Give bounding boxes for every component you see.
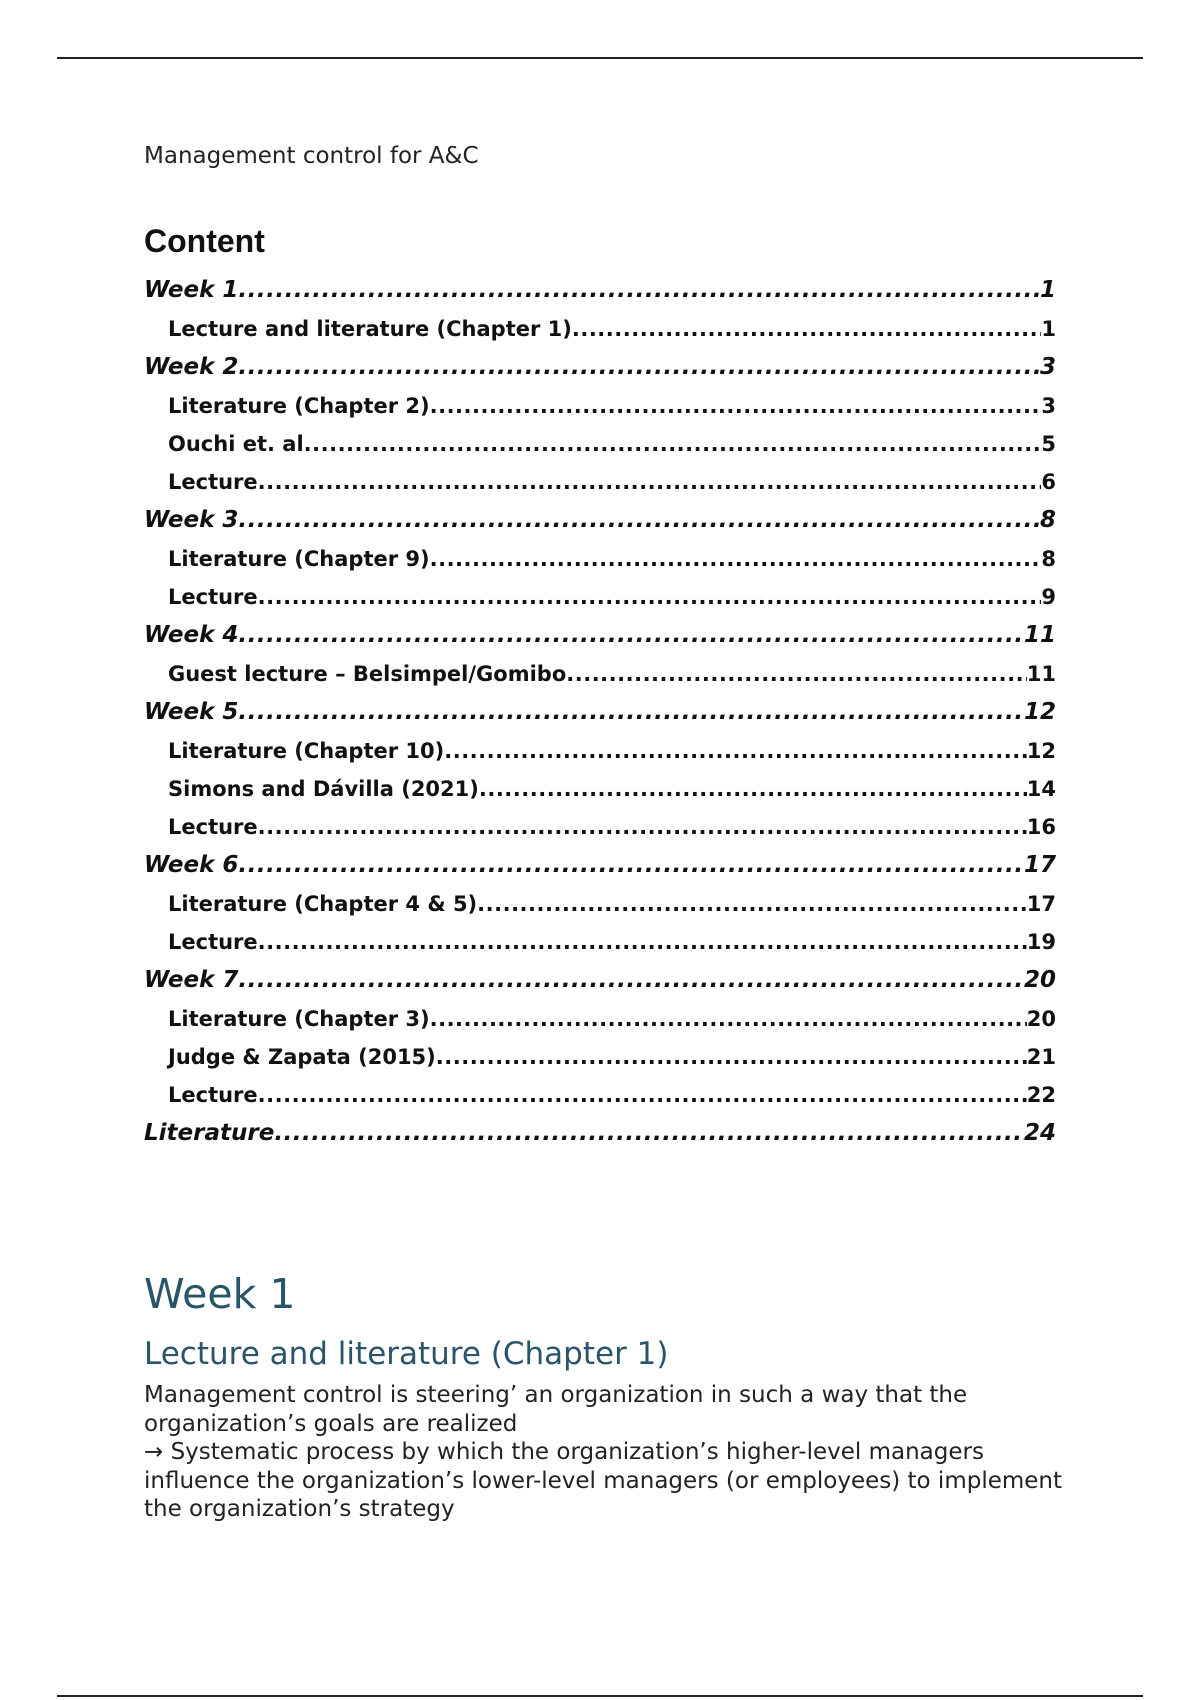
toc-entry-text: Week 6 [144, 852, 239, 878]
footer-rule [57, 1695, 1143, 1697]
toc-entry[interactable] [144, 348, 1056, 387]
toc-entry[interactable] [144, 616, 1056, 655]
toc-page-number: 12 [1026, 739, 1056, 763]
toc-entry-text: Lecture [168, 1083, 258, 1107]
toc-entry[interactable] [144, 271, 1056, 310]
toc-dot-leader [430, 540, 1042, 578]
body-paragraph: Management control is steering’ an organization in such a way that the organization’s goals are realized [144, 1382, 968, 1437]
body-paragraph: → Systematic process by which the organization’s higher-level managers influence the organization’s lower-level managers (or employees) to implement the organization’s strategy [144, 1439, 1063, 1522]
toc-entry[interactable] [144, 463, 1056, 501]
subsection-heading: Lecture and literature (Chapter 1) [144, 1336, 669, 1372]
toc-page-number: 6 [1041, 470, 1056, 494]
toc-entry-text: Lecture [168, 470, 258, 494]
toc-entry[interactable] [144, 578, 1056, 616]
header-rule [57, 57, 1143, 59]
toc-dot-leader [258, 578, 1042, 616]
toc-dot-leader [238, 271, 1040, 310]
toc-entry-text: Literature (Chapter 10) [168, 739, 445, 763]
toc-entry-text: Week 4 [144, 622, 239, 648]
toc-page-number: 12 [1023, 699, 1056, 725]
toc-dot-leader [258, 1076, 1027, 1114]
toc-dot-leader [238, 693, 1024, 732]
toc-entry[interactable] [144, 961, 1056, 1000]
toc-entry[interactable] [144, 732, 1056, 770]
toc-entry[interactable] [144, 310, 1056, 348]
toc-entry-text: Ouchi et. al [168, 432, 304, 456]
toc-dot-leader [430, 387, 1042, 425]
toc-entry-text: Lecture [168, 815, 258, 839]
toc-page-number: 20 [1023, 967, 1056, 993]
toc-entry-text: Lecture [168, 585, 258, 609]
toc-page-number: 22 [1026, 1083, 1056, 1107]
toc-entry-text: Literature (Chapter 4 & 5) [168, 892, 478, 916]
toc-dot-leader [572, 310, 1042, 348]
toc-page-number: 11 [1026, 662, 1056, 686]
toc-dot-leader [258, 808, 1027, 846]
toc-title: Content [144, 223, 265, 259]
toc-page-number: 1 [1039, 277, 1056, 303]
section-heading-week-1: Week 1 [144, 1270, 296, 1318]
toc-entry[interactable] [144, 1038, 1056, 1076]
toc-page-number: 3 [1039, 354, 1056, 380]
toc-entry-text: Literature [144, 1120, 275, 1146]
toc-page-number: 17 [1023, 852, 1056, 878]
toc-page-number: 14 [1026, 777, 1056, 801]
toc-dot-leader [436, 1038, 1027, 1076]
toc-entry-text: Guest lecture – Belsimpel/Gomibo [168, 662, 567, 686]
toc-page-number: 20 [1026, 1007, 1056, 1031]
toc-entry[interactable] [144, 425, 1056, 463]
toc-entry-text: Simons and Dávilla (2021) [168, 777, 479, 801]
toc-entry[interactable] [144, 1076, 1056, 1114]
toc-page-number: 3 [1041, 394, 1056, 418]
toc-entry[interactable] [144, 655, 1056, 693]
toc-page-number: 11 [1023, 622, 1056, 648]
toc-dot-leader [477, 885, 1027, 923]
toc-page-number: 19 [1026, 930, 1056, 954]
toc-entry[interactable] [144, 693, 1056, 732]
toc-dot-leader [304, 425, 1042, 463]
toc-entry[interactable] [144, 846, 1056, 885]
toc-entry-text: Literature (Chapter 3) [168, 1007, 430, 1031]
toc-dot-leader [430, 1000, 1027, 1038]
toc-dot-leader [238, 846, 1024, 885]
toc-dot-leader [444, 732, 1027, 770]
toc-entry-text: Week 2 [144, 354, 239, 380]
toc-page-number: 24 [1023, 1120, 1056, 1146]
toc-entry[interactable] [144, 1000, 1056, 1038]
toc-dot-leader [238, 616, 1024, 655]
toc-entry[interactable] [144, 1114, 1056, 1153]
toc-entry[interactable] [144, 387, 1056, 425]
toc-entry[interactable] [144, 923, 1056, 961]
toc-entry-text: Lecture [168, 930, 258, 954]
toc-page-number: 21 [1026, 1045, 1056, 1069]
toc-page-number: 17 [1026, 892, 1056, 916]
toc-page-number: 9 [1041, 585, 1056, 609]
toc-entry[interactable] [144, 501, 1056, 540]
toc-dot-leader [258, 463, 1042, 501]
toc-entry-text: Week 3 [144, 507, 239, 533]
toc-entry-text: Week 7 [144, 967, 239, 993]
toc-dot-leader [479, 770, 1027, 808]
toc-page-number: 5 [1041, 432, 1056, 456]
toc-dot-leader [566, 655, 1027, 693]
toc-entry[interactable] [144, 808, 1056, 846]
toc-entry-text: Judge & Zapata (2015) [168, 1045, 436, 1069]
body-text [144, 1381, 1064, 1524]
toc-entry-text: Lecture and literature (Chapter 1) [168, 317, 572, 341]
toc-page-number: 8 [1039, 507, 1056, 533]
toc-entry[interactable] [144, 540, 1056, 578]
toc-page-number: 16 [1026, 815, 1056, 839]
toc-entry-text: Literature (Chapter 9) [168, 547, 430, 571]
toc-dot-leader [238, 961, 1024, 1000]
toc-entry-text: Week 5 [144, 699, 239, 725]
table-of-contents [144, 271, 1056, 1153]
toc-entry-text: Literature (Chapter 2) [168, 394, 430, 418]
document-header: Management control for A&C [144, 143, 479, 169]
toc-entry-text: Week 1 [144, 277, 239, 303]
toc-dot-leader [238, 348, 1040, 387]
toc-entry[interactable] [144, 770, 1056, 808]
toc-page-number: 8 [1041, 547, 1056, 571]
toc-dot-leader [274, 1114, 1024, 1153]
toc-dot-leader [238, 501, 1040, 540]
toc-dot-leader [258, 923, 1027, 961]
toc-entry[interactable] [144, 885, 1056, 923]
toc-page-number: 1 [1041, 317, 1056, 341]
